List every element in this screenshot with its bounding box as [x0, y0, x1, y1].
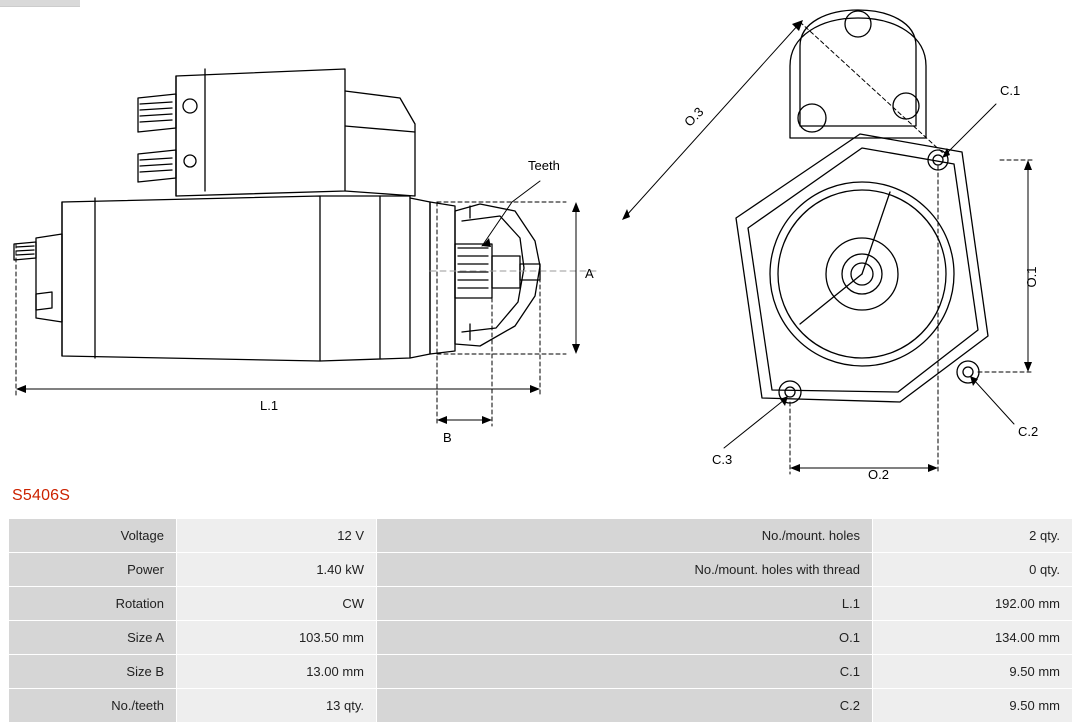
starter-motor-drawing	[0, 6, 1080, 486]
label-teeth: Teeth	[528, 158, 560, 173]
table-row	[9, 553, 1073, 587]
spec-value-l1: 192.00 mm	[873, 587, 1073, 621]
label-o1: O.1	[1024, 266, 1039, 288]
spec-label-power: Power	[9, 553, 177, 587]
table-row	[9, 587, 1073, 621]
side-view-drawing	[14, 69, 600, 426]
label-a: A	[585, 266, 594, 281]
spec-label-c1: C.1	[377, 655, 873, 689]
spec-value-c2: 9.50 mm	[873, 689, 1073, 723]
page-title: S5406S	[12, 487, 71, 504]
spec-label-mount-holes-thread: No./mount. holes with thread	[377, 553, 873, 587]
specifications-table	[8, 518, 1073, 723]
table-row	[9, 519, 1073, 553]
label-c1: C.1	[1000, 83, 1021, 98]
spec-value-no-teeth: 13 qty.	[177, 689, 377, 723]
spec-value-rotation: CW	[177, 587, 377, 621]
table-row	[9, 621, 1073, 655]
label-o3: O.3	[681, 104, 707, 130]
label-l1: L.1	[260, 398, 279, 413]
label-o2: O.2	[868, 467, 889, 482]
spec-label-o1: O.1	[377, 621, 873, 655]
spec-value-size-b: 13.00 mm	[177, 655, 377, 689]
table-row	[9, 655, 1073, 689]
spec-label-l1: L.1	[377, 587, 873, 621]
label-b: B	[443, 430, 452, 445]
spec-value-mount-holes: 2 qty.	[873, 519, 1073, 553]
spec-value-mount-holes-thread: 0 qty.	[873, 553, 1073, 587]
spec-label-size-b: Size B	[9, 655, 177, 689]
spec-label-size-a: Size A	[9, 621, 177, 655]
spec-label-voltage: Voltage	[9, 519, 177, 553]
spec-label-c2: C.2	[377, 689, 873, 723]
spec-value-voltage: 12 V	[177, 519, 377, 553]
spec-label-mount-holes: No./mount. holes	[377, 519, 873, 553]
spec-value-size-a: 103.50 mm	[177, 621, 377, 655]
front-view-drawing	[622, 10, 1034, 474]
spec-value-c1: 9.50 mm	[873, 655, 1073, 689]
label-c2: C.2	[1018, 424, 1039, 439]
spec-label-rotation: Rotation	[9, 587, 177, 621]
technical-drawings	[0, 6, 1080, 486]
spec-label-no-teeth: No./teeth	[9, 689, 177, 723]
table-row	[9, 689, 1073, 723]
spec-value-power: 1.40 kW	[177, 553, 377, 587]
label-c3: C.3	[712, 452, 733, 467]
spec-value-o1: 134.00 mm	[873, 621, 1073, 655]
